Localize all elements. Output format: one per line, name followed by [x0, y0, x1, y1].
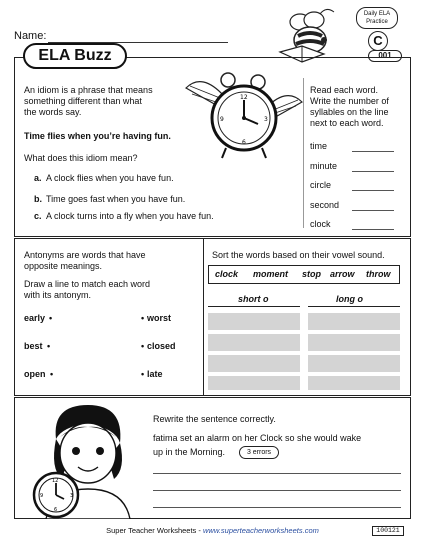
syllable-word: second	[310, 200, 340, 210]
svg-text:12: 12	[240, 94, 248, 101]
badge-line2: Practice	[366, 19, 388, 25]
antonym-left-word: best	[24, 341, 43, 351]
antonym-right-word: closed	[147, 341, 176, 351]
svg-text:3: 3	[70, 493, 74, 499]
rewrite-answer-line[interactable]	[153, 490, 401, 491]
antonym-left-word: open	[24, 369, 46, 379]
rewrite-instruction: Rewrite the sentence correctly.	[153, 414, 276, 424]
word-bank-word: stop	[302, 269, 321, 279]
title-pill	[23, 43, 127, 69]
match-dot[interactable]: •	[47, 341, 51, 351]
syllable-answer-line[interactable]	[352, 190, 394, 191]
svg-text:3: 3	[264, 116, 268, 123]
syllable-instr-2: Write the number of	[310, 96, 389, 106]
idiom-question: What does this idiom mean?	[24, 153, 138, 163]
match-dot[interactable]: •	[49, 313, 53, 323]
level-circle	[368, 31, 388, 51]
rewrite-sentence-1: fatima set an alarm on her Clock so she would wake	[153, 433, 362, 443]
footer-url[interactable]: www.superteacherworksheets.com	[202, 526, 319, 535]
idiom-intro-2: something different than what	[24, 96, 142, 106]
svg-text:9: 9	[40, 493, 44, 499]
match-dot[interactable]: •	[141, 313, 145, 323]
antonym-right-word: late	[147, 369, 163, 379]
svg-text:12: 12	[52, 478, 59, 484]
daily-practice-badge	[356, 7, 398, 29]
word-bank-word: arrow	[330, 269, 355, 279]
vowel-instruction: Sort the words based on their vowel sound.	[212, 250, 385, 260]
name-label: Name:	[14, 30, 47, 42]
option-letter: a.	[34, 173, 42, 183]
column-header-line	[208, 306, 300, 307]
svg-text:6: 6	[242, 139, 246, 146]
svg-text:9: 9	[220, 116, 224, 123]
long-o-answer-box[interactable]	[308, 355, 400, 372]
syllable-answer-line[interactable]	[352, 210, 394, 211]
flying-clock-icon	[182, 66, 306, 164]
idiom-intro-3: the words say.	[24, 107, 82, 117]
short-o-answer-box[interactable]	[208, 313, 300, 330]
syllable-word: minute	[310, 161, 338, 171]
rewrite-answer-line[interactable]	[153, 473, 401, 474]
short-o-answer-box[interactable]	[208, 334, 300, 351]
antonym-def-1: Antonyms are words that have	[24, 250, 146, 260]
option-letter: b.	[34, 194, 42, 204]
long-o-answer-box[interactable]	[308, 313, 400, 330]
level-letter: C	[373, 33, 383, 48]
syllable-word: circle	[310, 180, 332, 190]
long-o-header: long o	[336, 294, 363, 304]
long-o-answer-box[interactable]	[308, 334, 400, 351]
short-o-answer-box[interactable]	[208, 355, 300, 372]
worksheet-number: 001	[368, 50, 402, 62]
rewrite-answer-line[interactable]	[153, 507, 401, 508]
option-text: A clock turns into a fly when you have fun.	[46, 211, 214, 221]
footer	[0, 526, 425, 536]
short-o-header: short o	[238, 294, 269, 304]
svg-text:6: 6	[54, 507, 58, 513]
antonym-def-2: opposite meanings.	[24, 261, 103, 271]
word-bank-word: throw	[366, 269, 391, 279]
footer-credit: Super Teacher Worksheets -	[106, 526, 203, 535]
syllable-instr-1: Read each word.	[310, 85, 379, 95]
column-header-line	[308, 306, 400, 307]
word-bank-word: clock	[215, 269, 239, 279]
syllable-instr-3: syllables on the line	[310, 107, 389, 117]
rewrite-sentence-2: up in the Morning.	[153, 447, 226, 457]
match-dot[interactable]: •	[141, 369, 145, 379]
antonym-right-word: worst	[147, 313, 172, 323]
long-o-answer-box[interactable]	[308, 376, 400, 390]
page-title: ELA Buzz	[38, 47, 112, 64]
short-o-answer-box[interactable]	[208, 376, 300, 390]
girl-with-clock-icon	[16, 399, 154, 519]
word-bank-word: moment	[253, 269, 289, 279]
match-dot[interactable]: •	[50, 369, 54, 379]
antonym-left-word: early	[24, 313, 46, 323]
badge-line1: Daily ELA	[363, 11, 391, 17]
option-text: Time goes fast when you have fun.	[46, 194, 186, 204]
idiom-intro-1: An idiom is a phrase that means	[24, 85, 153, 95]
option-text: A clock flies when you have fun.	[46, 173, 174, 183]
syllable-word: clock	[310, 219, 331, 229]
footer-code: 100121	[372, 526, 404, 536]
antonym-instr-1: Draw a line to match each word	[24, 279, 151, 289]
syllable-word: time	[310, 141, 328, 151]
match-dot[interactable]: •	[141, 341, 145, 351]
errors-badge: 3 errors	[239, 446, 279, 459]
panel-divider	[203, 238, 204, 396]
syllable-answer-line[interactable]	[352, 151, 394, 152]
option-letter: c.	[34, 211, 42, 221]
syllable-answer-line[interactable]	[352, 229, 394, 230]
antonym-instr-2: with its antonym.	[24, 290, 92, 300]
idiom-phrase: Time flies when you’re having fun.	[24, 131, 171, 141]
syllable-instr-4: next to each word.	[310, 118, 384, 128]
syllable-answer-line[interactable]	[352, 171, 394, 172]
